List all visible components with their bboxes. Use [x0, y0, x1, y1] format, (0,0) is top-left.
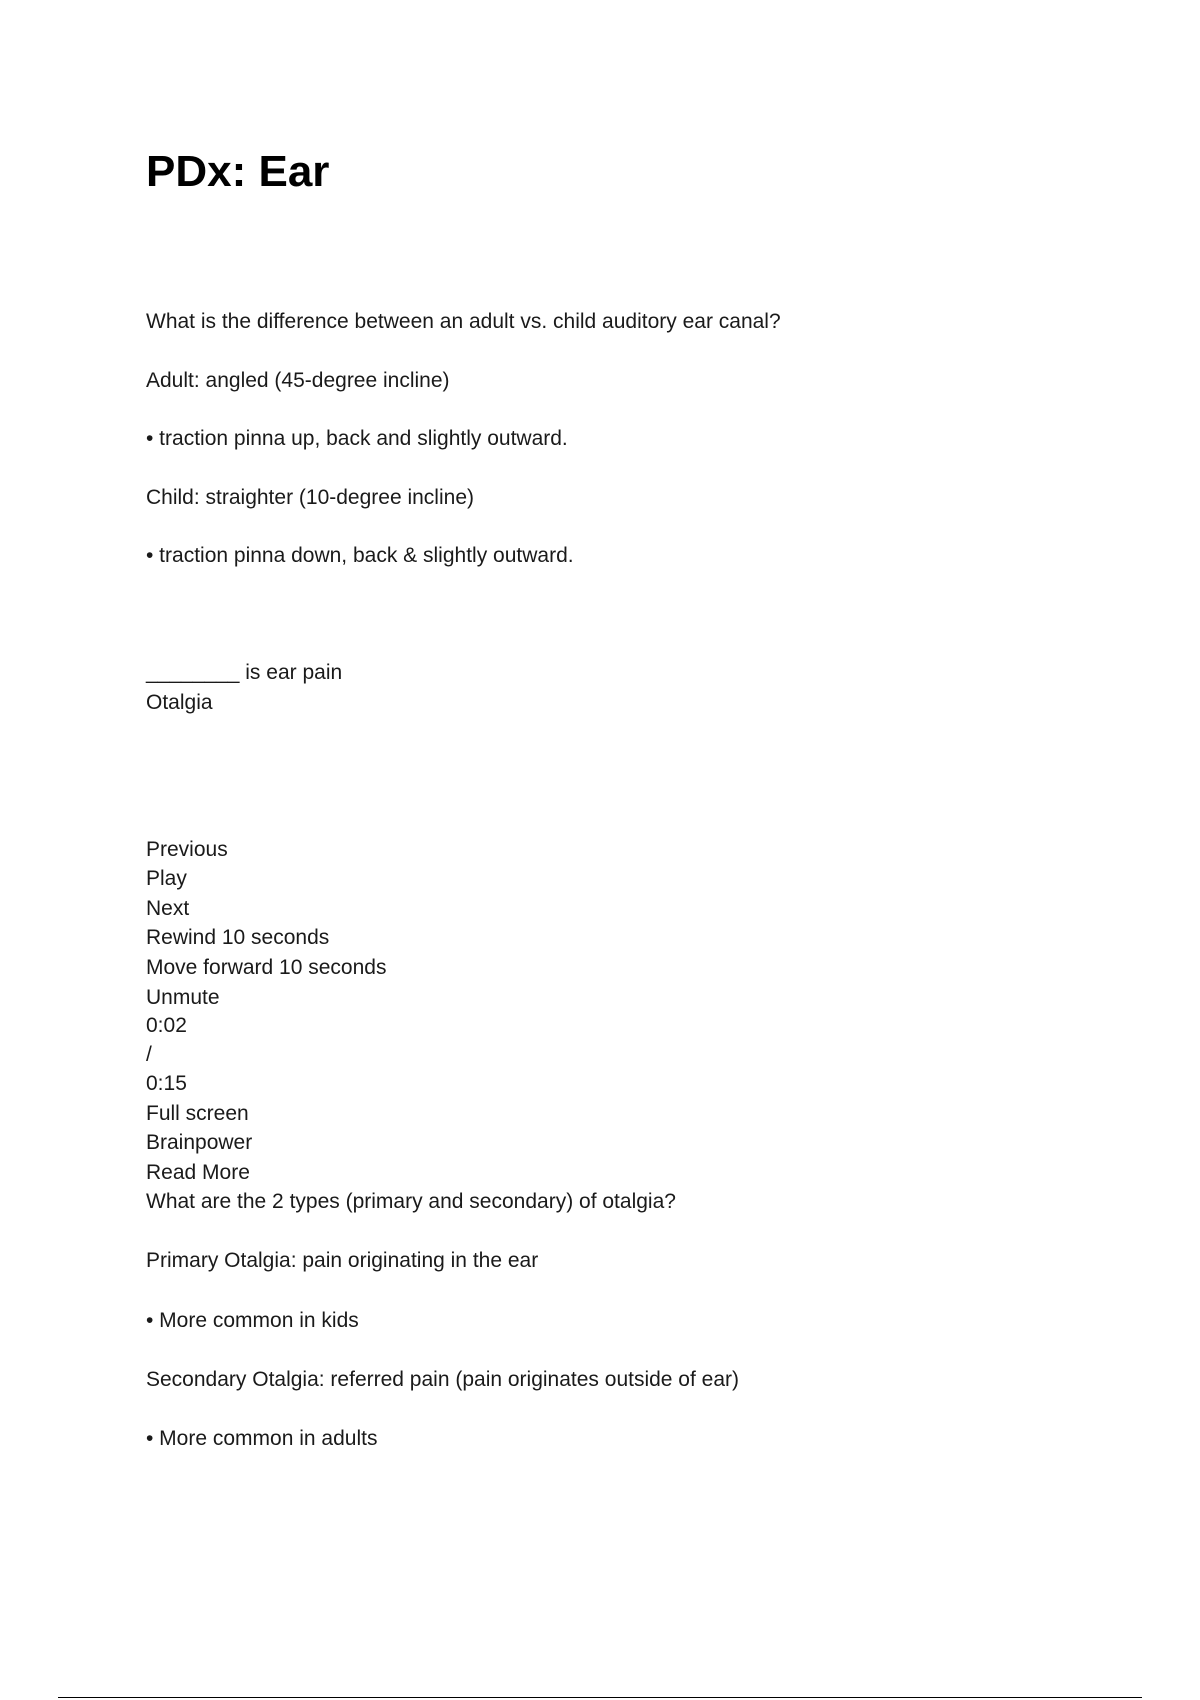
rewind-button[interactable]: Rewind 10 seconds: [146, 926, 330, 949]
page-title: PDx: Ear: [146, 147, 330, 196]
bottom-divider: [58, 1697, 1142, 1698]
card2-answer: Otalgia: [146, 691, 213, 714]
fullscreen-button[interactable]: Full screen: [146, 1102, 249, 1125]
card3-primary-bullet: • More common in kids: [146, 1309, 359, 1332]
card1-child-bullet: • traction pinna down, back & slightly outward.: [146, 544, 574, 567]
current-time: 0:02: [146, 1014, 187, 1037]
card1-adult-bullet: • traction pinna up, back and slightly outward.: [146, 427, 568, 450]
card3-secondary-bullet: • More common in adults: [146, 1427, 378, 1450]
unmute-button[interactable]: Unmute: [146, 986, 220, 1009]
card1-child: Child: straighter (10-degree incline): [146, 486, 474, 509]
forward-button[interactable]: Move forward 10 seconds: [146, 956, 387, 979]
previous-button[interactable]: Previous: [146, 838, 228, 861]
play-button[interactable]: Play: [146, 867, 187, 890]
card2-question: ________ is ear pain: [146, 661, 343, 684]
card3-primary: Primary Otalgia: pain originating in the ear: [146, 1249, 539, 1272]
read-more-link[interactable]: Read More: [146, 1161, 250, 1184]
duration: 0:15: [146, 1072, 187, 1095]
next-button[interactable]: Next: [146, 897, 190, 920]
card1-adult: Adult: angled (45-degree incline): [146, 369, 450, 392]
card1-question: What is the difference between an adult vs. child auditory ear canal?: [146, 310, 781, 333]
time-separator: /: [146, 1043, 152, 1066]
brand-link[interactable]: Brainpower: [146, 1131, 253, 1154]
card3-question: What are the 2 types (primary and secondary) of otalgia?: [146, 1190, 676, 1213]
card3-secondary: Secondary Otalgia: referred pain (pain originates outside of ear): [146, 1368, 740, 1391]
